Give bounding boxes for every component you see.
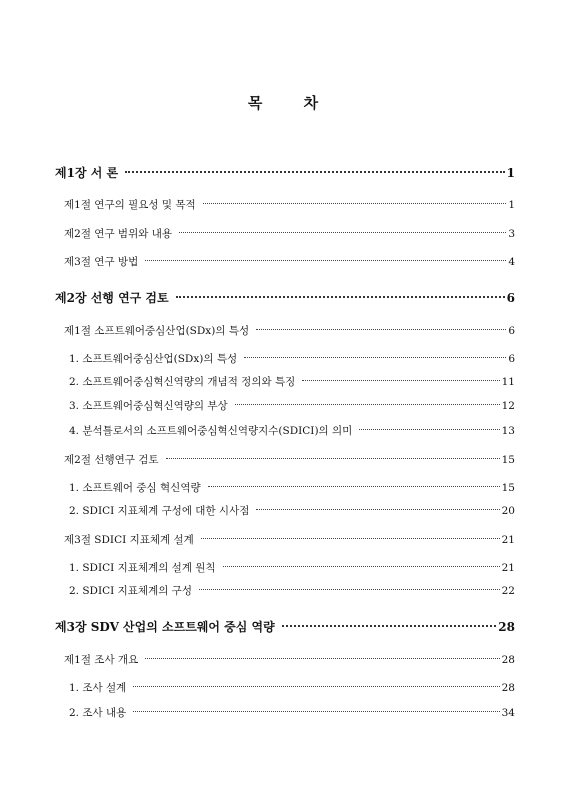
toc-entry-page-number: 21: [501, 534, 515, 546]
toc-entry-label: 2. SDICI 지표체계 구성에 대한 시사점: [69, 505, 250, 517]
toc-entry-label: 2. SDICI 지표체계의 구성: [69, 585, 192, 597]
dot-leader: [244, 357, 506, 358]
dot-leader: [302, 380, 499, 381]
toc-entry-label: 4. 분석틀로서의 소프트웨어중심혁신역량지수(SDICI)의 의미: [69, 425, 353, 437]
toc-entry-page-number: 15: [501, 454, 515, 466]
toc-entry-section[interactable]: [64, 452, 515, 467]
toc-entry-page-number: 1: [508, 199, 515, 211]
toc-entry-page-number: 13: [501, 425, 515, 437]
dot-leader: [235, 404, 500, 405]
toc-entry-page-number: 1: [506, 166, 515, 180]
toc-entry-label: 1. 조사 설계: [69, 682, 127, 694]
dot-leader: [179, 232, 506, 233]
dot-leader: [223, 566, 500, 567]
toc-entry-sub[interactable]: [69, 583, 515, 598]
dot-leader: [199, 589, 500, 590]
toc-entry-page-number: 28: [498, 620, 515, 634]
toc-entry-label: 제2절 연구 범위와 내용: [64, 228, 172, 240]
toc-entry-chapter[interactable]: [55, 164, 515, 181]
toc-entry-section[interactable]: [64, 323, 515, 338]
toc-entry-label: 제1절 연구의 필요성 및 목적: [64, 199, 196, 211]
toc-entry-sub[interactable]: [69, 705, 515, 720]
toc-entry-label: 제1절 조사 개요: [64, 654, 139, 666]
toc-entry-label: 제1절 소프트웨어중심산업(SDx)의 특성: [64, 325, 250, 337]
toc-entry-label: 2. 조사 내용: [69, 707, 127, 719]
toc-entry-sub[interactable]: [69, 680, 515, 695]
toc-entry-page-number: 22: [501, 585, 515, 597]
dot-leader: [133, 711, 499, 712]
dot-leader: [282, 625, 497, 627]
toc-entry-page-number: 6: [508, 353, 515, 365]
dot-leader: [208, 486, 500, 487]
toc-entry-label: 1. 소프트웨어중심산업(SDx)의 특성: [69, 353, 238, 365]
toc-entry-label: 1. 소프트웨어 중심 혁신역량: [69, 482, 201, 494]
toc-entry-page-number: 3: [508, 228, 515, 240]
dot-leader: [359, 429, 499, 430]
dot-leader: [166, 458, 500, 459]
toc-entry-chapter[interactable]: [55, 618, 515, 635]
toc-entry-page-number: 6: [508, 325, 515, 337]
toc-entry-page-number: 34: [501, 707, 515, 719]
toc-entry-sub[interactable]: [69, 560, 515, 575]
toc-entry-sub[interactable]: [69, 374, 515, 389]
toc-entry-label: 2. 소프트웨어중심혁신역량의 개념적 정의와 특징: [69, 376, 296, 388]
toc-entry-label: 제3절 SDICI 지표체계 설계: [64, 534, 194, 546]
toc-entry-label: 1. SDICI 지표체계의 설계 원칙: [69, 562, 216, 574]
dot-leader: [125, 171, 505, 173]
dot-leader: [145, 260, 506, 261]
toc-entry-sub[interactable]: [69, 480, 515, 495]
toc-entry-label: 제3장 SDV 산업의 소프트웨어 중심 역량: [55, 620, 275, 634]
toc-entry-section[interactable]: [64, 254, 515, 269]
toc-entry-label: 제2절 선행연구 검토: [64, 454, 159, 466]
toc-entry-label: 제2장 선행 연구 검토: [55, 291, 169, 305]
dot-leader: [203, 203, 507, 204]
toc-entry-sub[interactable]: [69, 503, 515, 518]
toc-entry-page-number: 28: [501, 654, 515, 666]
toc-entry-sub[interactable]: [69, 423, 515, 438]
dot-leader: [256, 509, 499, 510]
toc-title: 목 차: [247, 94, 337, 112]
toc-entry-sub[interactable]: [69, 398, 515, 413]
toc-entry-page-number: 11: [501, 376, 515, 388]
dot-leader: [133, 686, 499, 687]
toc-entry-page-number: 4: [508, 256, 515, 268]
toc-entry-page-number: 12: [501, 400, 515, 412]
toc-entry-page-number: 21: [501, 562, 515, 574]
toc-entry-page-number: 15: [501, 482, 515, 494]
toc-entry-page-number: 28: [501, 682, 515, 694]
dot-leader: [201, 538, 500, 539]
toc-entry-label: 제3절 연구 방법: [64, 256, 139, 268]
toc-entry-section[interactable]: [64, 197, 515, 212]
dot-leader: [256, 329, 506, 330]
toc-entry-label: 제1장 서 론: [55, 166, 119, 180]
toc-entry-page-number: 6: [506, 291, 515, 305]
toc-entry-section[interactable]: [64, 652, 515, 667]
toc-entry-section[interactable]: [64, 226, 515, 241]
toc-entry-chapter[interactable]: [55, 289, 515, 306]
dot-leader: [176, 296, 505, 298]
toc-entry-label: 3. 소프트웨어중심혁신역량의 부상: [69, 400, 228, 412]
toc-entry-sub[interactable]: [69, 351, 515, 366]
dot-leader: [145, 658, 499, 659]
toc-entry-page-number: 20: [501, 505, 515, 517]
toc-entry-section[interactable]: [64, 532, 515, 547]
